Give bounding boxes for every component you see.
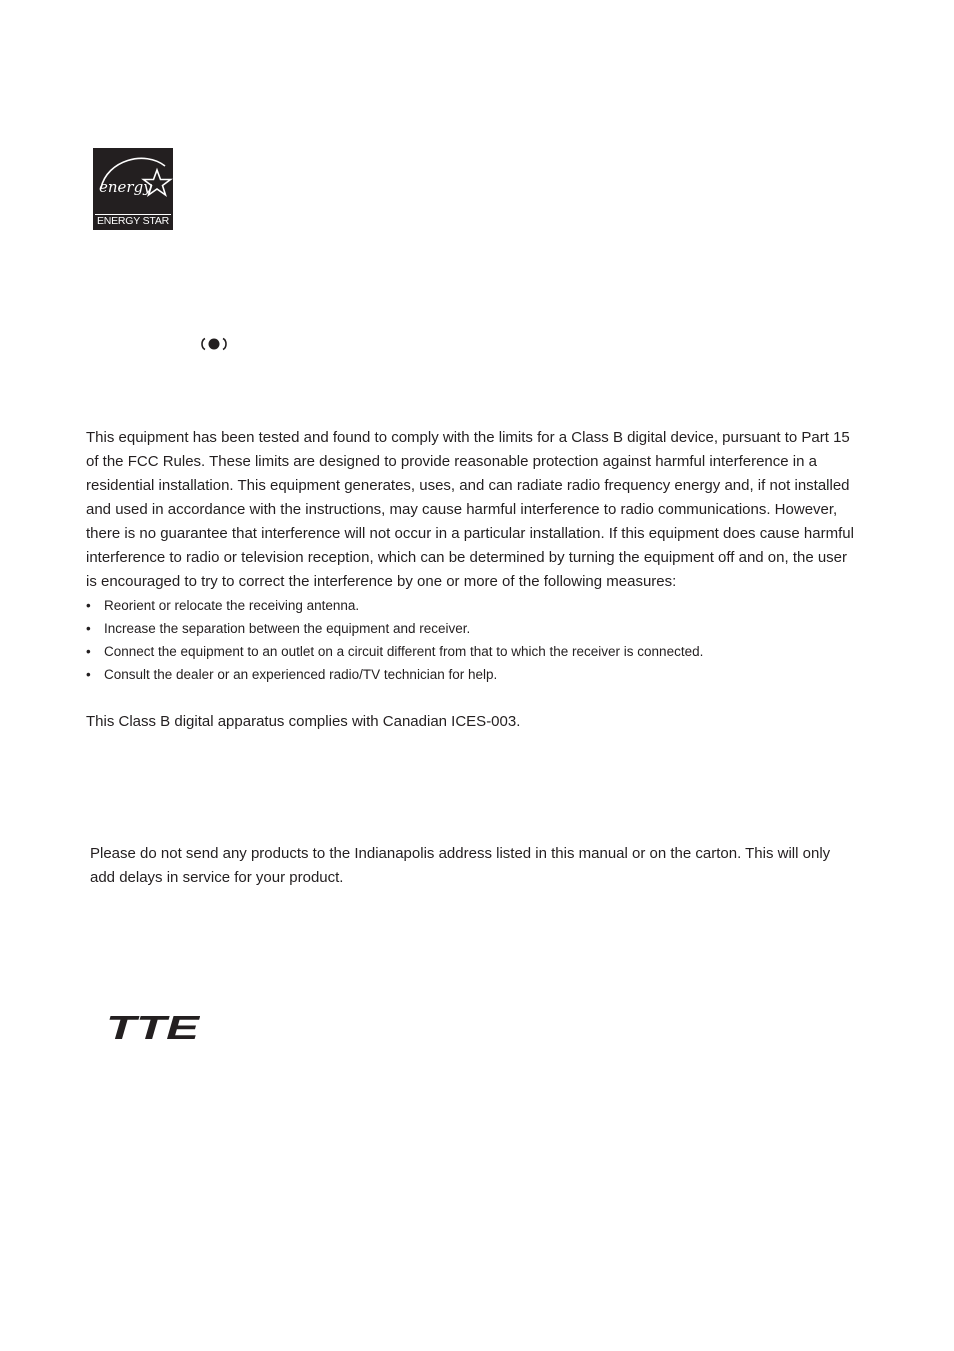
list-item [86, 640, 703, 663]
fcc-line: residential installation. This equipment generates, uses, and can radiate radio frequency energy and, if not installed [86, 477, 850, 494]
measure-text: Connect the equipment to an outlet on a circuit different from that to which the receiver is connected. [104, 644, 704, 659]
measure-text: Consult the dealer or an experienced radio/TV technician for help. [104, 667, 498, 682]
bullet: • [86, 598, 91, 613]
energy-script-text: energy [99, 178, 152, 196]
shipping-line: Please do not send any products to the Indianapolis address listed in this manual or on the carton. This will only [90, 845, 831, 862]
list-item [86, 663, 703, 686]
fcc-line: This equipment has been tested and found to comply with the limits for a Class B digital device, pursuant to Part 15 [86, 429, 850, 446]
measure-text: Increase the separation between the equipment and receiver. [104, 621, 471, 636]
shipping-notice [90, 842, 830, 890]
tte-logo-text: TTE [106, 1012, 200, 1042]
measure-text: Reorient or relocate the receiving antenna. [104, 598, 360, 613]
list-item [86, 617, 703, 640]
energy-star-label: ENERGY STAR [96, 215, 170, 227]
energy-star-icon [93, 148, 173, 214]
list-item [86, 594, 703, 617]
bullet: • [86, 644, 91, 659]
fcc-line: is encouraged to try to correct the interference by one or more of the following measures: [86, 573, 677, 590]
fcc-line: and used in accordance with the instructions, may cause harmful interference to radio communications. However, [86, 501, 838, 518]
interference-measures-list [86, 594, 703, 686]
fcc-compliance-paragraph [86, 426, 886, 594]
fcc-line: of the FCC Rules. These limits are designed to provide reasonable protection against harmful interference in a [86, 453, 817, 470]
shipping-line: add delays in service for your product. [90, 869, 344, 886]
fcc-line: there is no guarantee that interference will not occur in a particular installation. If this equipment does cause harmful [86, 525, 854, 542]
fcc-line: interference to radio or television reception, which can be determined by turning the equipment off and on, the user [86, 549, 848, 566]
two-dot-circle-mark-icon [200, 337, 230, 351]
energy-star-logo [93, 148, 173, 230]
bullet: • [86, 667, 91, 682]
tte-logo [106, 1012, 200, 1042]
ices-statement: This Class B digital apparatus complies with Canadian ICES-003. [86, 713, 521, 730]
bullet: • [86, 621, 91, 636]
